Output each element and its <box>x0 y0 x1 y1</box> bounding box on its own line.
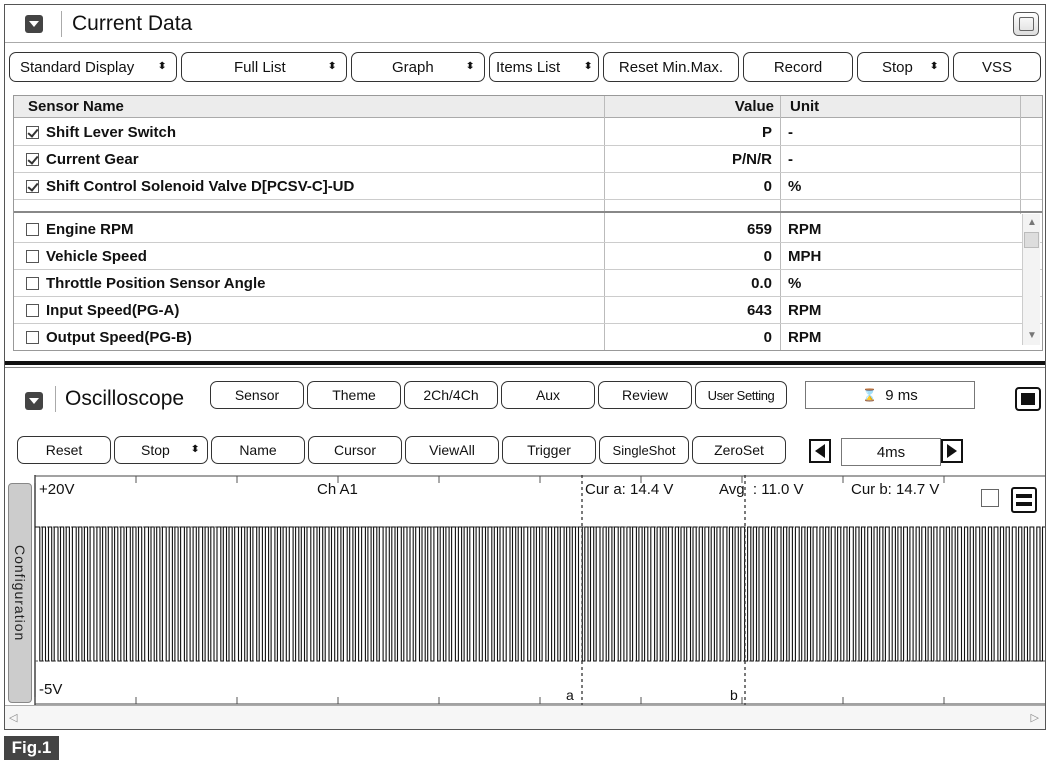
avg-readout: Avg : 11.0 V <box>719 481 804 498</box>
maximize-icon[interactable] <box>1013 12 1039 36</box>
layout-icon[interactable] <box>1011 487 1037 513</box>
checkbox[interactable] <box>26 277 39 290</box>
table-row[interactable]: Engine RPM 659 RPM <box>14 216 1042 243</box>
figure-label: Fig.1 <box>4 736 59 760</box>
items-list-select[interactable]: Items List ⬍ <box>489 52 599 82</box>
time-display: ⌛ 9 ms <box>805 381 975 409</box>
vss-button[interactable]: VSS <box>953 52 1041 82</box>
table-row[interactable]: Output Speed(PG-B) 0 RPM <box>14 324 1042 351</box>
header-divider <box>55 386 56 412</box>
viewall-button[interactable]: ViewAll <box>405 436 499 464</box>
table-row[interactable]: Input Speed(PG-A) 643 RPM <box>14 297 1042 324</box>
current-data-header <box>5 5 1045 43</box>
timer-icon: ⌛ <box>862 388 878 402</box>
standard-display-select[interactable]: Standard Display ⬍ <box>9 52 177 82</box>
current-data-title: Current Data <box>72 11 193 35</box>
scroll-left-icon[interactable]: ◁ <box>9 712 18 724</box>
channel-label: Ch A1 <box>317 481 358 498</box>
y-max-label: +20V <box>39 481 75 498</box>
stop-select[interactable]: Stop ⬍ <box>857 52 949 82</box>
checkbox[interactable] <box>26 304 39 317</box>
cursor-a-label: a <box>566 687 574 703</box>
updown-icon: ⬍ <box>189 444 200 455</box>
review-button[interactable]: Review <box>598 381 692 409</box>
collapse-icon[interactable] <box>25 392 43 410</box>
table-row[interactable]: Throttle Position Sensor Angle 0.0 % <box>14 270 1042 297</box>
cursor-b-label: b <box>730 687 738 703</box>
collapse-icon[interactable] <box>25 15 43 33</box>
cursor-a-readout: Cur a: 14.4 V <box>585 481 674 498</box>
reset-button[interactable]: Reset <box>17 436 111 464</box>
cursor-button[interactable]: Cursor <box>308 436 402 464</box>
checkbox[interactable] <box>26 126 39 139</box>
configuration-tab[interactable]: Configuration <box>8 483 32 703</box>
checkbox[interactable] <box>26 331 39 344</box>
table-header <box>14 96 1042 118</box>
horizontal-scrollbar[interactable] <box>5 705 1045 729</box>
scroll-down-icon[interactable]: ▼ <box>1027 330 1037 341</box>
reset-minmax-button[interactable]: Reset Min.Max. <box>603 52 739 82</box>
scroll-right-icon[interactable]: ▷ <box>1030 712 1039 724</box>
col-sensor-name: Sensor Name <box>28 98 124 115</box>
time-decrease-icon[interactable] <box>809 439 831 463</box>
stop-record-icon[interactable] <box>1015 387 1041 411</box>
updown-icon: ⬍ <box>928 61 939 72</box>
stop-select[interactable]: Stop ⬍ <box>114 436 208 464</box>
table-row[interactable]: Current Gear P/N/R - <box>14 146 1042 173</box>
oscilloscope-plot[interactable] <box>5 475 1045 705</box>
scroll-up-icon[interactable]: ▲ <box>1027 217 1037 228</box>
name-button[interactable]: Name <box>211 436 305 464</box>
updown-icon: ⬍ <box>464 61 475 72</box>
section-divider-thin <box>5 367 1045 368</box>
updown-icon: ⬍ <box>582 61 593 72</box>
checkbox[interactable] <box>26 180 39 193</box>
sensor-table <box>13 95 1043 351</box>
time-per-div: 4ms <box>841 438 941 466</box>
waveform-area <box>5 475 1045 705</box>
theme-button[interactable]: Theme <box>307 381 401 409</box>
selection-separator <box>14 200 1042 213</box>
scroll-thumb[interactable] <box>1024 232 1039 248</box>
section-divider <box>5 361 1045 365</box>
table-row[interactable]: Shift Lever Switch P - <box>14 119 1042 146</box>
updown-icon: ⬍ <box>326 61 337 72</box>
cursor-b-readout: Cur b: 14.7 V <box>851 481 940 498</box>
y-min-label: -5V <box>39 681 63 698</box>
aux-button[interactable]: Aux <box>501 381 595 409</box>
checkbox[interactable] <box>26 250 39 263</box>
graph-select[interactable]: Graph ⬍ <box>351 52 485 82</box>
checkbox[interactable] <box>26 153 39 166</box>
table-row[interactable]: Shift Control Solenoid Valve D[PCSV-C]-UD 0 % <box>14 173 1042 200</box>
sensor-button[interactable]: Sensor <box>210 381 304 409</box>
trigger-button[interactable]: Trigger <box>502 436 596 464</box>
singleshot-button[interactable]: SingleShot <box>599 436 689 464</box>
user-setting-button[interactable]: User Setting <box>695 381 787 409</box>
col-unit: Unit <box>790 98 820 115</box>
checkbox[interactable] <box>26 223 39 236</box>
col-value: Value <box>734 98 774 115</box>
zeroset-button[interactable]: ZeroSet <box>692 436 786 464</box>
full-list-select[interactable]: Full List ⬍ <box>181 52 347 82</box>
table-scrollbar[interactable] <box>1022 214 1040 345</box>
channel-button[interactable]: 2Ch/4Ch <box>404 381 498 409</box>
table-row[interactable]: Vehicle Speed 0 MPH <box>14 243 1042 270</box>
updown-icon: ⬍ <box>156 61 167 72</box>
time-increase-icon[interactable] <box>941 439 963 463</box>
channel-checkbox[interactable] <box>981 489 999 507</box>
record-button[interactable]: Record <box>743 52 853 82</box>
header-divider <box>61 11 62 37</box>
main-window <box>4 4 1046 730</box>
oscilloscope-title: Oscilloscope <box>65 387 185 410</box>
